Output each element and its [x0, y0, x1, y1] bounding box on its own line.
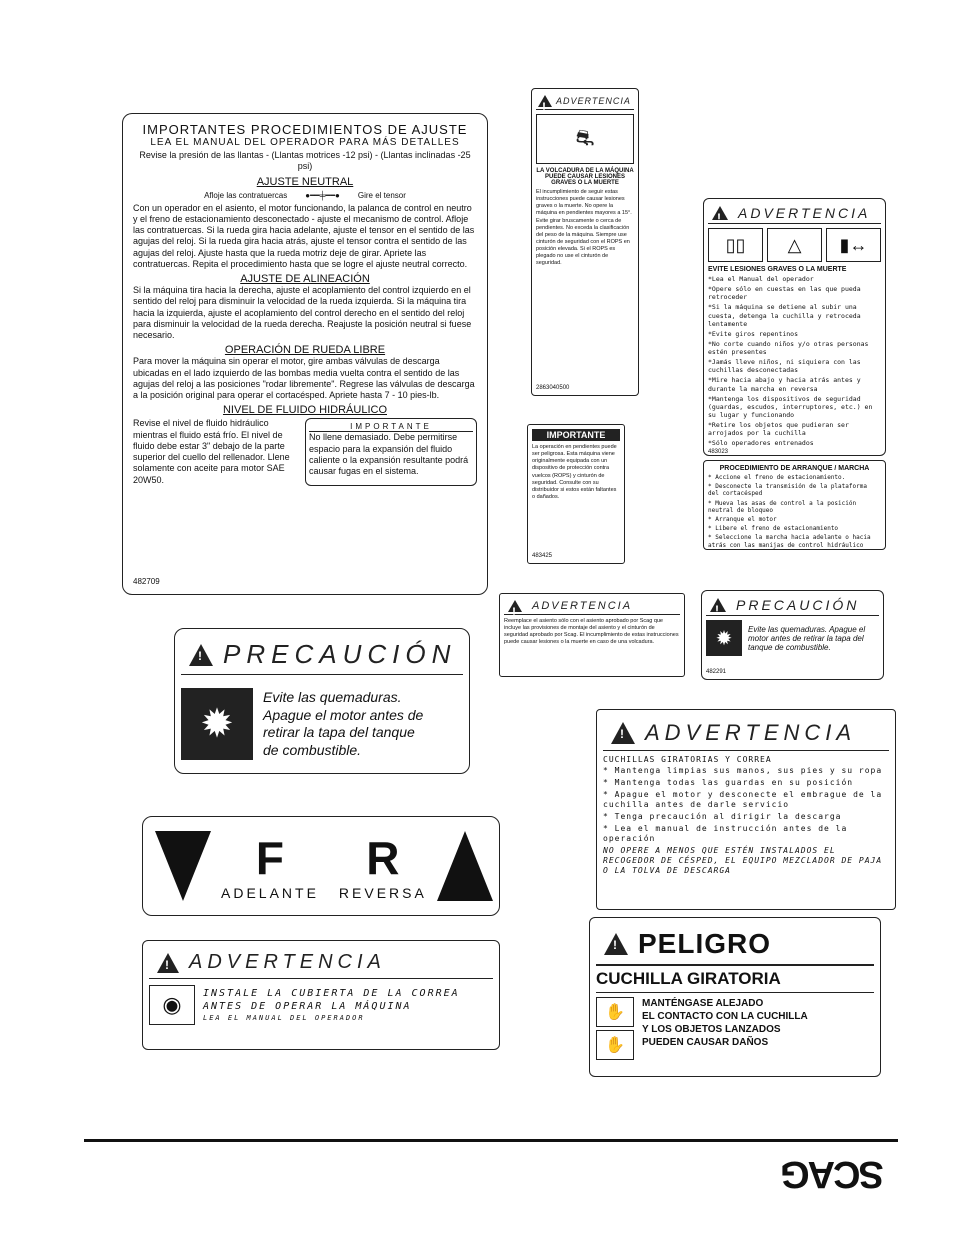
decal-vuelco — [531, 88, 639, 396]
list-item: *Mire hacia abajo y hacia atrás antes y durante la marcha en reversa — [708, 376, 861, 393]
rops-important-label: IMPORTANTE — [532, 429, 620, 441]
list-item: *Evite giros repentinos — [708, 329, 799, 338]
neutral-figure — [133, 191, 477, 200]
hyd-body: Revise el nivel de fluido hidráulico mientras el fluido está frío. El nivel de fluido debe estar 3" debajo de la parte superior del cuello del rellenador. Llene solamente con aceite para motor SAE 20W50. — [133, 418, 290, 485]
blade-hazard-icon: △ — [767, 228, 822, 262]
list-item: *Lea el Manual del operador — [708, 275, 814, 283]
lesiones-header: ADVERTENCIA — [738, 205, 871, 221]
lesiones-list — [708, 275, 881, 449]
lesiones-title: EVITE LESIONES GRAVES O LA MUERTE — [708, 266, 847, 273]
warning-triangle-icon — [710, 598, 726, 612]
list-item: * Arranque el motor — [708, 515, 777, 523]
list-item: * Desconecte la transmisión de la plataforma del cortacésped — [708, 483, 867, 498]
arrow-down-icon — [155, 831, 211, 901]
decal-ajuste-pressure: Revise la presión de las llantas - (Llantas motrices -12 psi) - (Llantas inclinadas -25 psi) — [139, 150, 471, 172]
peligro-line2: EL CONTACTO CON LA CUCHILLA — [642, 1011, 808, 1022]
peligro-line1: MANTÉNGASE ALEJADO — [642, 998, 764, 1009]
decal-precaucion-small — [701, 590, 884, 680]
decal-arranque — [703, 460, 886, 550]
manual-icon: ▯▯ — [708, 228, 763, 262]
list-item: *Si la máquina se detiene al subir una cuesta, detenga la cuchilla y retroceda lentamente — [708, 303, 861, 328]
peligro-title: CUCHILLA GIRATORIA — [596, 966, 874, 993]
list-item: * Libere el freno de estacionamiento — [708, 525, 839, 533]
precaucion-large-line3: retirar la tapa del tanque — [263, 724, 415, 740]
rops-replace-header: ADVERTENCIA — [532, 600, 633, 612]
neutral-title: AJUSTE NEUTRAL — [256, 175, 354, 188]
decal-cuchillas — [596, 709, 896, 910]
peligro-line4: PUEDEN CAUSAR DAÑOS — [642, 1037, 769, 1048]
precaucion-large-line4: de combustible. — [263, 741, 362, 758]
list-item: * Mantenga todas las guardas en su posición — [603, 778, 854, 787]
lesiones-part: 483023 — [708, 449, 729, 456]
important-label: IMPORTANTE — [309, 422, 473, 432]
precaucion-large-line1: Evite las quemaduras. — [263, 689, 402, 705]
footer-rule — [84, 1139, 898, 1142]
warning-triangle-icon — [611, 722, 635, 744]
list-item: *Jamás lleve niños, ni siquiera con las cuchillas desconectadas — [708, 358, 861, 375]
warning-triangle-icon — [538, 95, 552, 107]
list-item: *No corte cuando niños y/o otras personas estén presentes — [708, 339, 869, 356]
free-body: Para mover la máquina sin operar el motor, gire ambas válvulas de descarga ubicadas en el lado izquierdo de las bombas media vuelta contra el sentido de las agujas del reloj a las posiciones "rodar libremente". Regrese las válvulas de descarga a la posición original para operar el cortacésped. Apriete hasta 7 - 10 pies-lb. — [133, 356, 475, 400]
align-body: Si la máquina tira hacia la derecha, ajuste el acoplamiento del control izquierdo en el sentido del reloj para disminuir la velocidad de la rueda izquierda. Si la máquina tira hacia la izquierda, ajuste el acoplamiento del control derecho en el sentido del reloj para disminuir la velocidad de la rueda derecha. Reajuste la posición neutral si fuese necesario. — [133, 285, 472, 340]
rops-important-part: 483425 — [532, 553, 553, 559]
forward-word: ADELANTE — [221, 885, 319, 901]
correa-line3: LEA EL MANUAL DEL OPERADOR — [203, 1013, 365, 1022]
precaucion-large-header: PRECAUCIÓN — [223, 639, 457, 669]
cuchillas-title: CUCHILLAS GIRATORIAS Y CORREA — [603, 755, 772, 764]
rops-replace-body: Reemplace el asiento sólo con el asiento aprobado por Scag que incluye las provisiones de montaje del asiento y el cinturón de seguridad aprobado por Scag. El incumplimiento de estas instrucciones puede causar lesiones o la muerte en caso de una volcadura. — [504, 618, 679, 646]
important-body: No llene demasiado. Debe permitirse espacio para la expansión del fluido caliente o la expansión resultante podrá causar fugas en el sistema. — [309, 432, 469, 476]
decal-direccion — [142, 816, 500, 916]
warning-triangle-icon — [712, 206, 728, 220]
forward-letter: F — [255, 832, 285, 884]
neutral-fig-turnbuckle: Gire el tensor — [357, 190, 406, 200]
vuelco-body: El incumplimiento de seguir estas instrucciones puede causar lesiones graves o la muerte. No opere la máquina en pendientes mayores a 15°. Evite girar bruscamente o cerca de pendientes. No exceda la clasificación del peso de la máquina. Siempre use cinturón de seguridad con el ROPS en posición elevada. Si el ROPS es plegado no use el cinturón de seguridad. — [536, 189, 632, 267]
reverse-letter: R — [366, 832, 400, 884]
reverse-word: REVERSA — [338, 885, 427, 901]
arranque-list — [708, 474, 881, 550]
cuchillas-list — [603, 766, 889, 878]
blade-contact-icon: ✋ — [596, 997, 634, 1027]
warning-triangle-icon — [157, 953, 179, 973]
lesiones-icon-row — [708, 228, 881, 262]
list-item: * Seleccione la marcha hacia adelante o hacia atrás con las manijas de control hidráulico — [708, 534, 871, 549]
free-title: OPERACIÓN DE RUEDA LIBRE — [224, 344, 386, 357]
list-item: * Mantenga limpias sus manos, sus pies y su ropa — [603, 766, 883, 775]
burn-hazard-icon: ✹ — [181, 688, 253, 760]
decal-lesiones — [703, 198, 886, 456]
hyd-title: NIVEL DE FLUIDO HIDRÁULICO — [222, 404, 387, 417]
decal-rops-replace — [499, 593, 685, 677]
precaucion-small-body: Evite las quemaduras. Apague el motor antes de retirar la tapa del tanque de combustible. — [748, 624, 866, 652]
decal-correa — [142, 940, 500, 1050]
warning-triangle-icon — [508, 600, 522, 612]
vuelco-header: ADVERTENCIA — [556, 96, 631, 106]
list-item: * Apague el motor y desconecte el embrague de la cuchilla antes de darle servicio — [603, 790, 883, 809]
keep-away-icon: ▮↔ — [826, 228, 881, 262]
warning-triangle-icon — [189, 644, 213, 666]
decal-ajuste — [122, 113, 488, 595]
neutral-fig-locknuts: Afloje las contratuercas — [204, 190, 288, 200]
precaucion-large-line2: Apague el motor antes de — [263, 706, 424, 723]
precaucion-small-header: PRECAUCIÓN — [736, 597, 860, 613]
thrown-objects-icon: ✋ — [596, 1030, 634, 1060]
list-item: *Mantenga los dispositivos de seguridad (guardas, escudos, interruptores, etc.) en su lugar y funcionando — [708, 394, 873, 419]
warning-triangle-icon — [604, 933, 628, 955]
peligro-header: PELIGRO — [638, 928, 772, 959]
important-box — [305, 418, 477, 486]
correa-header: ADVERTENCIA — [189, 951, 386, 973]
rollover-icon: ⛐ — [536, 114, 634, 164]
neutral-body: Con un operador en el asiento, el motor funcionando, la palanca de control en neutro y el freno de estacionamiento desconectado - ajuste el mecanismo de control. Afloje las contratuercas. Si la rueda gira hacia adelante, ajuste el tensor en el sentido de las agujas del reloj. Si la rueda gira hacia atrás, ajuste el tensor contra el sentido de las agujas del reloj. Ajuste hasta que la rueda motriz deje de girar. Apriete las contratuercas. Repita el procedimiento hasta que se logre el ajuste neutral correcto. — [133, 202, 475, 269]
precaucion-small-part: 482291 — [706, 669, 727, 675]
decal-ajuste-title: IMPORTANTES PROCEDIMIENTOS DE AJUSTE — [142, 122, 468, 137]
list-item: *Opere sólo en cuestas en las que pueda retroceder — [708, 285, 861, 302]
arrow-up-icon — [437, 831, 493, 901]
belt-hazard-icon: ◉ — [149, 985, 195, 1025]
list-item: * Lea el manual de instrucción antes de la operación — [603, 824, 848, 843]
decal-peligro — [589, 917, 881, 1077]
vuelco-title: LA VOLCADURA DE LA MÁQUINA PUEDE CAUSAR LESIONES GRAVES O LA MUERTE — [536, 168, 634, 186]
arranque-title: PROCEDIMIENTO DE ARRANQUE / MARCHA — [719, 465, 870, 472]
turnbuckle-icon: ●━━╪━━● — [305, 190, 340, 200]
list-item: * Accione el freno de estacionamiento. — [708, 474, 846, 481]
rops-important-body: La operación en pendientes puede ser peligrosa. Esta máquina viene originalmente equipada con un dispositivo de protección contra vuelcos (ROPS) y cinturón de seguridad. Consulte con su distribuidor si estos están faltantes o dañados. — [532, 444, 617, 500]
decal-precaucion-large — [174, 628, 470, 774]
cuchillas-header: ADVERTENCIA — [645, 720, 857, 745]
list-item: *Retire los objetos que pudieran ser arrojados por la cuchilla — [708, 421, 849, 438]
list-item: * Tenga precaución al dirigir la descarga — [603, 812, 842, 821]
correa-line2: ANTES DE OPERAR LA MÁQUINA — [203, 1001, 412, 1013]
decal-ajuste-part: 482709 — [133, 577, 160, 586]
align-title: AJUSTE DE ALINEACIÓN — [240, 273, 370, 285]
list-item: * Mueva las asas de control a la posición neutral de bloqueo — [708, 499, 857, 514]
peligro-line3: Y LOS OBJETOS LANZADOS — [642, 1024, 781, 1035]
correa-line1: INSTALE LA CUBIERTA DE LA CORREA — [203, 987, 460, 999]
scag-logo: SCAG — [782, 1153, 884, 1195]
list-item: NO OPERE A MENOS QUE ESTÉN INSTALADOS EL RECOGEDOR DE CÉSPED, EL EQUIPO MEZCLADOR DE PAJA O LA TOLVA DE DESCARGA — [603, 846, 883, 875]
decal-importante-rops — [527, 424, 625, 564]
decal-ajuste-subtitle: LEA EL MANUAL DEL OPERADOR PARA MÁS DETALLES — [150, 137, 460, 148]
burn-hazard-icon: ✹ — [706, 620, 742, 656]
vuelco-part: 2863040500 — [536, 385, 570, 391]
list-item: *Sólo operadores entrenados — [708, 439, 814, 448]
